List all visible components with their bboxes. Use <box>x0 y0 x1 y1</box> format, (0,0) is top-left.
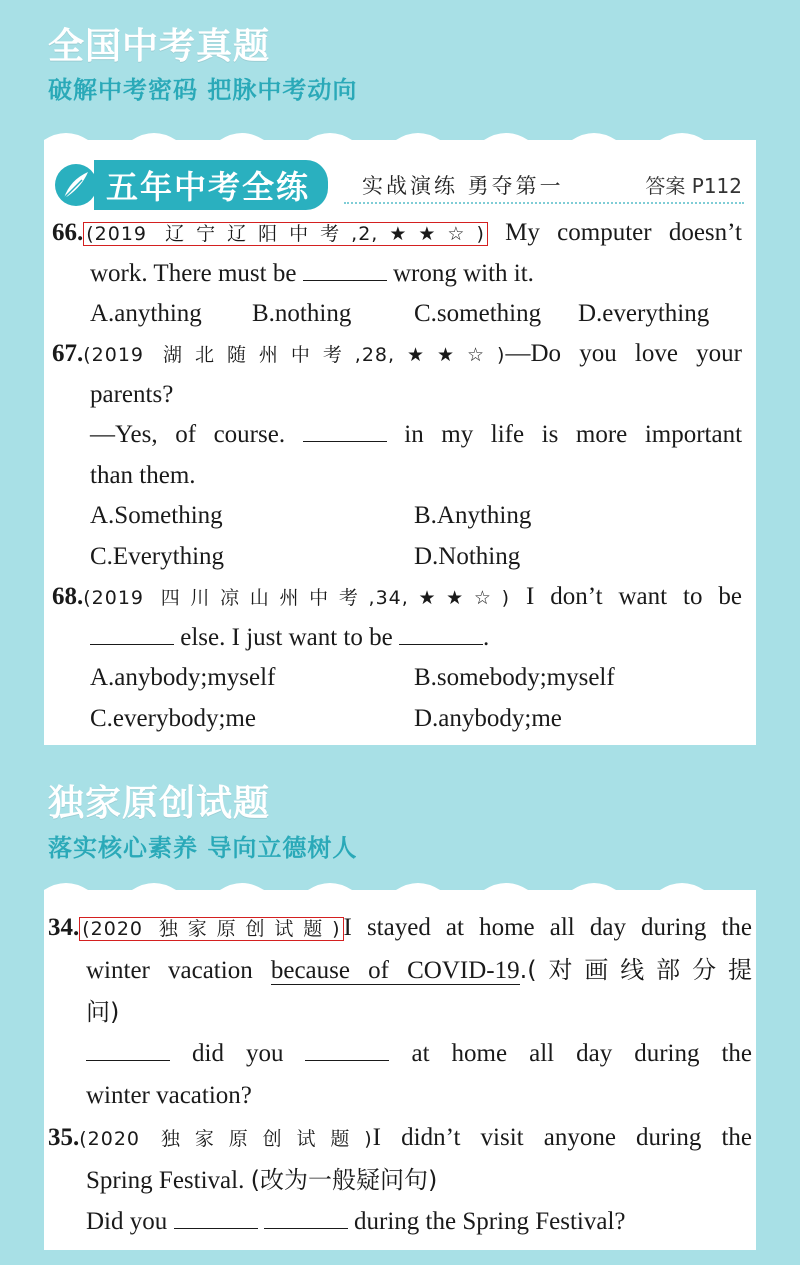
question-text: Spring Festival. <box>86 1167 245 1194</box>
question-text: —Yes, of course. <box>90 421 286 448</box>
question-text: I stayed at home all day during the <box>343 914 752 941</box>
question-text: wrong with it. <box>392 259 534 287</box>
question-source: (2019 四川凉山州中考,34,★★☆) <box>83 587 511 609</box>
question-instruction: (改为一般疑问句) <box>250 1166 438 1194</box>
section1-title: 全国中考真题 <box>48 26 271 67</box>
question-text: at home all day during the <box>411 1040 753 1067</box>
question-text: Did you <box>86 1208 168 1235</box>
answer-blank <box>399 618 483 645</box>
option-d: D.Nothing <box>414 542 521 570</box>
dotted-divider <box>344 202 744 204</box>
answer-reference: 答案 P112 <box>645 174 742 198</box>
answer-blank <box>86 1034 170 1061</box>
banner-motto: 实战演练 勇夺第一 <box>362 174 564 198</box>
question-source: (2020 独家原创试题) <box>79 1128 373 1150</box>
question-67 <box>44 334 756 577</box>
option-b: B.nothing <box>252 300 352 327</box>
question-text: winter vacation <box>86 957 253 984</box>
question-source: (2019 辽宁辽阳中考,2,★★☆) <box>83 222 488 246</box>
question-text: did you <box>192 1040 284 1067</box>
question-text: I don’t want to be <box>525 583 742 610</box>
option-c: C.Everything <box>90 542 225 570</box>
section2-title: 独家原创试题 <box>48 783 271 824</box>
section2-subtitle: 落实核心素养 导向立德树人 <box>48 834 358 862</box>
question-instruction: .(对画线部分提 <box>519 956 752 984</box>
option-c: C.everybody;me <box>90 704 256 732</box>
option-a: A.anything <box>90 300 202 327</box>
section1-subtitle: 破解中考密码 把脉中考动向 <box>48 76 358 104</box>
question-text: My computer doesn’t <box>505 219 742 246</box>
question-text: than them. <box>90 461 196 489</box>
question-68 <box>44 577 756 739</box>
question-number: 34. <box>48 914 80 941</box>
question-number: 35. <box>48 1124 80 1151</box>
option-a: A.anybody;myself <box>90 664 276 691</box>
question-text: parents? <box>90 380 174 408</box>
question-35 <box>44 1117 756 1243</box>
question-source: (2019 湖北随州中考,28,★★☆) <box>83 344 506 366</box>
option-c: C.something <box>414 300 542 327</box>
answer-blank <box>174 1202 258 1229</box>
answer-blank <box>303 415 387 442</box>
feather-icon <box>52 162 100 208</box>
question-text: during the Spring Festival? <box>354 1208 626 1235</box>
question-text: —Do you love your <box>505 340 743 367</box>
question-source: (2020 独家原创试题) <box>79 917 343 941</box>
question-instruction: 问) <box>86 998 120 1026</box>
section2-panel <box>44 890 756 1250</box>
option-b: B.Anything <box>414 502 532 529</box>
question-text: . <box>482 623 490 651</box>
underlined-phrase: because of COVID-19 <box>270 957 520 984</box>
option-d: D.everything <box>578 300 710 327</box>
question-number: 67. <box>52 340 84 367</box>
answer-blank <box>303 254 387 281</box>
question-number: 68. <box>52 583 84 610</box>
question-text: else. I just want to be <box>180 623 393 651</box>
section1-panel <box>44 140 756 745</box>
option-b: B.somebody;myself <box>414 664 615 691</box>
question-text: winter vacation? <box>86 1082 252 1109</box>
banner <box>44 158 756 210</box>
question-66 <box>44 213 756 335</box>
question-text: I didn’t visit anyone during the <box>372 1124 753 1151</box>
answer-blank <box>264 1202 348 1229</box>
question-text: in my life is more important <box>404 421 743 448</box>
option-a: A.Something <box>90 502 223 529</box>
question-number: 66. <box>52 219 84 246</box>
answer-blank <box>305 1034 389 1061</box>
banner-title: 五年中考全练 <box>94 160 328 210</box>
option-d: D.anybody;me <box>414 704 562 732</box>
question-34 <box>44 907 756 1117</box>
answer-blank <box>90 618 174 645</box>
wave-edge <box>44 876 756 902</box>
question-text: work. There must be <box>90 259 297 287</box>
wave-edge <box>44 126 756 152</box>
